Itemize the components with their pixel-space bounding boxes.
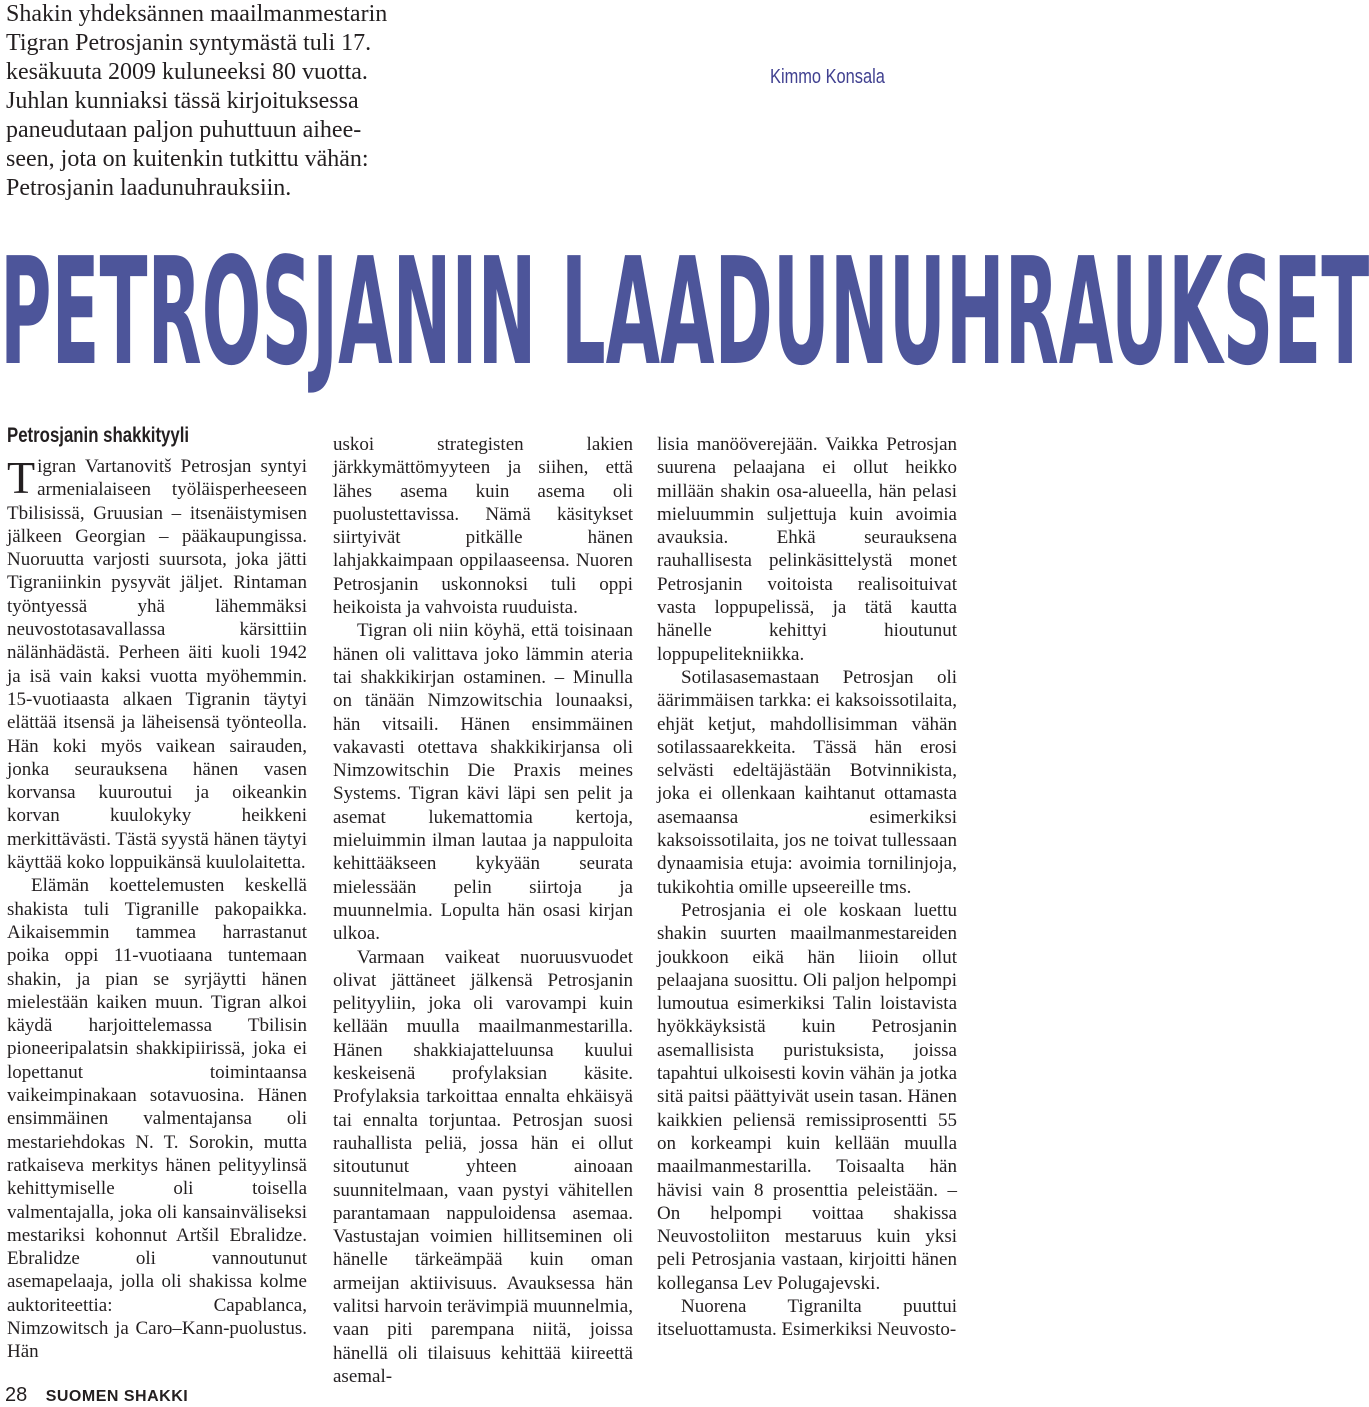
section-subhead: Petrosjanin shakkityyli bbox=[7, 424, 190, 447]
magazine-name: SUOMEN SHAKKI bbox=[45, 1388, 189, 1405]
paragraph: lisia manööverejään. Vaikka Petrosjan suurena pelaajana ei ollut heikko millään shakin osa-alueella, hän pelasi mieluummin suljettuja kuin avoimia avauksia. Ehkä seurauksena rauhallisesta pelinkäsittelystä monet Petrosjanin voitoista realisoituivat vasta loppupelissä, ja tätä kautta hänelle kehittyi hioutunut loppupelitekniikka. bbox=[657, 434, 957, 665]
article-column-3 bbox=[657, 433, 957, 1342]
paragraph-text: igran Vartanovitš Petrosjan syntyi armenialaiseen työläisperheeseen Tbilisissä, Gruusian – itsenäistymisen jälkeen Georgian – pääkaupungissa. Nuoruutta varjosti suursota, joka jätti Tigraniinkin pysyvät jäljet. Rintaman työntyessä yhä lähemmäksi neuvostotasavallassa kärsittiin nälänhädästä. Perheen äiti kuoli 1942 ja isä vain kaksi vuotta myöhemmin. 15-vuotiaasta alkaen Tigranin täytyi elättää itsensä ja läheisensä työnteolla. Hän koki myös vaikean sairauden, jonka seurauksena hänen vasen korvansa kuuroutui ja oikeankin korvan kuulokyky heikkeni merkittävästi. Tästä syystä hänen täytyi käyttää koko loppuikänsä kuulolaitetta. bbox=[7, 456, 307, 874]
paragraph: Sotilasasemastaan Petrosjan oli äärimmäisen tarkka: ei kaksoissotilaita, ehjät ketjut, mahdollisimman vähän sotilassaarekkeita. Tässä hän erosi selvästi edeltäjästään Botvinnikista, joka ei ollenkaan kaihtanut ottamasta asemaansa esimerkiksi kaksoissotilaita, jos ne toivat tullessaan dynaamisia etuja: avoimia tornilinjoja, tukikohtia omille upseereille tms. bbox=[657, 666, 957, 898]
intro-line: Petrosjanin laadunuhrauksiin. bbox=[6, 175, 292, 201]
paragraph: Nuorena Tigranilta puuttui itseluottamusta. Esimerkiksi Neuvosto- bbox=[657, 1295, 957, 1341]
intro-line: Tigran Petrosjanin syntymästä tuli 17. bbox=[6, 30, 372, 56]
article-column-2 bbox=[333, 433, 633, 1388]
intro-lede bbox=[6, 0, 476, 203]
paragraph: Elämän koettelemusten keskellä shakista tuli Tigranille pakopaikka. Aikaisemmin tammea harrastanut poika oppi 11-vuotiaana tuntemaan shakin, ja pian se syrjäytti hänen mielestään kaiken muun. Tigran alkoi käydä harjoittelemassa Tbilisin pioneeripalatsin shakkipiirissä, joka ei lopettanut toimintaansa vaikeimpinakaan sotavuosina. Hänen ensimmäinen valmentajansa oli mestariehdokas N. T. Sorokin, mutta ratkaiseva merkitys hänen pelityylinsä kehittymiselle oli toisella valmentajalla, joka oli kansainväliseksi mestariksi kohonnut Artšil Ebralidze. Ebralidze oli vannoutunut asemapelaaja, jolla oli shakissa kolme auktoriteettia: Capablanca, Nimzowitsch ja Caro–Kann-puolustus. Hän bbox=[7, 875, 307, 1363]
article-headline: PETROSJANIN LAADUNUHRAUKSET bbox=[0, 226, 1369, 398]
author-name: Kimmo Konsala bbox=[770, 66, 885, 88]
paragraph: uskoi strategisten lakien järkkymättömyyteen ja siihen, että lähes asema kuin asema oli puolustettavissa. Nämä käsitykset siirtyivät pitkälle hänen lahjakkaimpaan oppilaaseensa. Nuoren Petrosjanin uskonnoksi tuli oppi heikoista ja vahvoista ruuduista. bbox=[333, 434, 633, 619]
intro-line: Juhlan kunniaksi tässä kirjoituksessa bbox=[6, 88, 359, 114]
intro-line: paneudutaan paljon puhuttuun aihee- bbox=[6, 117, 362, 143]
intro-line: Shakin yhdeksännen maailmanmestarin bbox=[6, 1, 388, 27]
intro-line: seen, jota on kuitenkin tutkittu vähän: bbox=[6, 146, 369, 172]
page-footer bbox=[5, 1384, 188, 1407]
intro-line: kesäkuuta 2009 kuluneeksi 80 vuotta. bbox=[6, 59, 368, 85]
paragraph: Varmaan vaikeat nuoruusvuodet olivat jättäneet jälkensä Petrosjanin pelityyliin, joka oli varovampi kuin kellään muulla maailmanmestarilla. Hänen shakkiajatteluunsa kuului keskeisenä profylaksian käsite. Profylaksia tarkoittaa ennalta ehkäisyä tai ennalta torjuntaa. Petrosjan suosi rauhallista peliä, jossa hän ei ollut sitoutunut yhteen ainoaan suunnitelmaan, vaan pystyi vähitellen parantamaan nappuloidensa asemaa. Vastustajan voimien hillitseminen oli hänelle tärkeämpää kuin oman armeijan aktiivisuus. Avauksessa hän valitsi harvoin terävimpiä muunnelmia, vaan piti parempana niitä, joissa hänellä oli tilaisuus kehittää kiireettä asemal- bbox=[333, 946, 633, 1387]
paragraph: Petrosjania ei ole koskaan luettu shakin suurten maailmanmestareiden joukkoon eikä hän liioin ollut pelaajana suosittu. Oli paljon helpompi lumoutua esimerkiksi Talin loistavista hyökkäyksistä kuin Petrosjanin asemallisista puristuksista, joissa tapahtui ulkoisesti kovin vähän ja jotka sitä paitsi päättyivät usein tasan. Hänen kaikkien peliensä remissiprosentti 55 on korkeampi kuin kellään muulla maailmanmestarilla. Toisaalta hän hävisi vain 8 prosenttia peleistään. – On helpompi voittaa shakissa Neuvostoliiton mestaruus kuin yksi peli Petrosjania vastaan, kirjoitti hänen kollegansa Lev Polugajevski. bbox=[657, 899, 957, 1294]
article-column-1 bbox=[7, 452, 307, 1364]
page-number: 28 bbox=[5, 1384, 28, 1406]
drop-cap: T bbox=[7, 452, 36, 503]
paragraph: Tigran oli niin köyhä, että toisinaan hänen oli valittava joko lämmin ateria tai shakkikirjan ostaminen. – Minulla on tänään Nimzowitschia lounaaksi, hän vitsaili. Hänen ensimmäinen vakavasti otettava shakkikirjansa oli Nimzowitschin Die Praxis meines Systems. Tigran kävi läpi sen pelit ja asemat lukemattomia kertoja, mieluimmin ilman lautaa ja nappuloita kehittääkseen kykyään seurata mielessään pelin siirtoja ja muunnelmia. Lopulta hän osasi kirjan ulkoa. bbox=[333, 620, 633, 945]
paragraph bbox=[7, 452, 307, 874]
